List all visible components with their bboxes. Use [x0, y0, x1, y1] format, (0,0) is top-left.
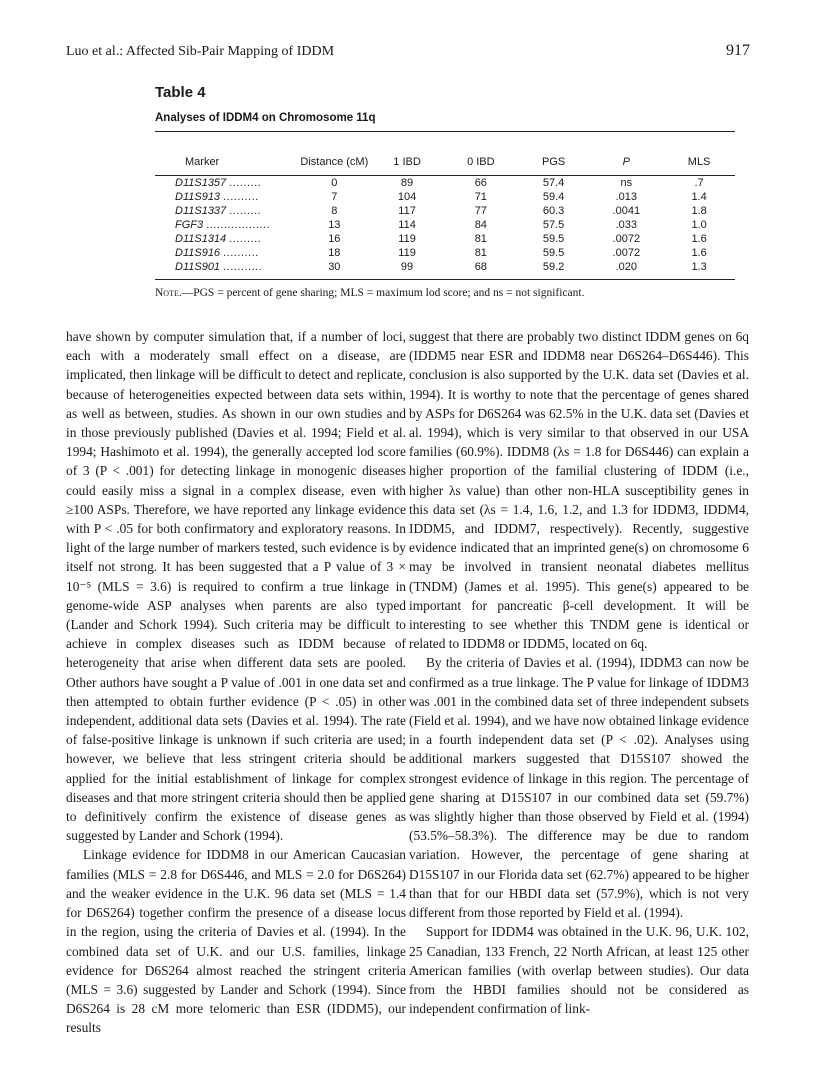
linkage-table [155, 138, 735, 274]
col-header-distance: Distance (cM) [300, 156, 369, 168]
right-column [409, 327, 749, 1018]
leader-dots: ......... [229, 205, 262, 217]
cell-distance: 13 [328, 219, 341, 231]
cell-0ibd: 77 [474, 205, 487, 217]
cell-p: .033 [615, 219, 638, 231]
cell-pgs: 59.5 [542, 247, 565, 259]
right-paragraph-3: Support for IDDM4 was obtained in the U.K. 96, U.K. 102, 25 Canadian, 133 French, 22 North African, at least 125 other American families (with overlap between studies). Our data from the HBDI families should not be considered as independent confirmation of link- [409, 924, 749, 1017]
left-column [66, 327, 406, 1038]
leader-dots: ........... [223, 261, 263, 273]
note-text: —PGS = percent of gene sharing; MLS = maximum lod score; and ns = not significant. [181, 287, 585, 299]
cell-p: ns [620, 177, 633, 189]
cell-mls: 1.6 [691, 247, 707, 259]
left-paragraph-2: Linkage evidence for IDDM8 in our American Caucasian families (MLS = 2.8 for D6S446, and MLS = 2.0 for D6S264) and the weaker evidence in the U.K. 96 data set (MLS = 1.4 for D6S264) together confirm the presence of a disease locus in the region, using the criteria of Davies et al. (1994). In the combined data set of U.K. and our U.S. families, linkage evidence for D6S264 almost reached the stringent criteria (MLS = 3.6) suggested by Lander and Schork (1994). Since D6S264 is 28 cM more telomeric than ESR (IDDM5), our results [66, 847, 406, 1036]
marker-name: D11S913 [175, 191, 221, 203]
cell-pgs: 59.4 [542, 191, 565, 203]
cell-marker [155, 168, 298, 190]
cell-0ibd: 81 [474, 233, 487, 245]
col-header-1ibd: 1 IBD [393, 156, 421, 168]
table-note [155, 287, 584, 299]
cell-marker [155, 260, 298, 274]
page-number: 917 [726, 42, 750, 59]
cell-1ibd: 104 [397, 191, 417, 203]
cell-pgs: 59.2 [542, 261, 565, 273]
leader-dots: .......... [223, 247, 259, 259]
table-row [155, 190, 735, 204]
cell-p: .020 [615, 261, 638, 273]
cell-marker [155, 232, 298, 246]
cell-mls: 1.6 [691, 233, 707, 245]
cell-marker [155, 246, 298, 260]
col-header-p: P [622, 156, 630, 168]
table-row [155, 204, 735, 218]
cell-marker [155, 204, 298, 218]
leader-dots: ......... [229, 233, 262, 245]
cell-p: .0072 [612, 247, 641, 259]
cell-1ibd: 117 [398, 205, 416, 217]
table-title: Analyses of IDDM4 on Chromosome 11q [155, 112, 376, 124]
cell-mls: 1.3 [691, 261, 707, 273]
marker-name: D11S916 [175, 247, 221, 259]
cell-1ibd: 119 [398, 247, 416, 259]
table-row [155, 246, 735, 260]
cell-pgs: 60.3 [542, 205, 565, 217]
cell-distance: 16 [328, 233, 341, 245]
left-paragraph-1: have shown by computer simulation that, if a number of loci, each with a moderately small effect on a disease, are implicated, then linkage will be difficult to detect and replicate, because of heterogeneities expected between data sets within, as well as between, studies. As shown in our own studies and in those previously published (Davies et al. 1994; Field et al. 1994; Hashimoto et al. 1994), the generally accepted lod score of 3 (P < .001) for detecting linkage in monogenic diseases could easily miss a signal in a complex disease, even with ≥100 ASPs. Therefore, we have reported any linkage evidence with P < .05 for both confirmatory and exploratory reasons. In light of the large number of markers tested, such evidence is by itself not strong. It has been suggested that a P value of 3 × 10⁻⁵ (MLS = 3.6) is required to confirm a true linkage in genome-wide ASP analyses when parents are also typed (Lander and Schork 1994). Such criteria may be difficult to achieve in complex diseases such as IDDM because of heterogeneity that arise when different data sets are pooled. Other authors have sought a P value of .001 in one data set and then attempted to obtain further evidence (P < .05) in other independent, additional data sets (Davies et al. 1994). The rate of false-positive linkage is unknown if such criteria are used; however, we believe that less stringent criteria should be applied for the initial establishment of linkage for complex diseases and that more stringent criteria should then be applied to definitively confirm the existence of disease genes as suggested by Lander and Schork (1994). [66, 329, 406, 844]
cell-1ibd: 119 [398, 233, 416, 245]
cell-mls: 1.0 [691, 219, 707, 231]
leader-dots: .......... [223, 191, 259, 203]
cell-1ibd: 114 [398, 219, 416, 231]
cell-p: .0072 [612, 233, 641, 245]
marker-name: FGF3 [175, 219, 204, 231]
table-label: Table 4 [155, 84, 206, 101]
table-row [155, 260, 735, 274]
col-header-pgs: PGS [541, 156, 566, 168]
table-top-rule [155, 131, 735, 132]
table-bottom-rule [155, 279, 735, 280]
cell-mls: .7 [694, 177, 704, 189]
table-row [155, 218, 735, 232]
marker-name: D11S1337 [175, 205, 227, 217]
cell-distance: 8 [331, 205, 338, 217]
running-head: Luo et al.: Affected Sib-Pair Mapping of IDDM [66, 44, 335, 59]
cell-p: .0041 [612, 205, 641, 217]
col-header-marker: Marker [185, 156, 220, 168]
leader-dots: .................. [206, 219, 271, 231]
table-row [155, 168, 735, 190]
cell-distance: 18 [328, 247, 341, 259]
cell-marker [155, 218, 298, 232]
cell-distance: 30 [328, 261, 341, 273]
cell-pgs: 57.5 [542, 219, 565, 231]
cell-0ibd: 66 [474, 177, 487, 189]
col-header-mls: MLS [687, 156, 711, 168]
cell-1ibd: 99 [400, 261, 414, 273]
cell-mls: 1.8 [691, 205, 707, 217]
table-row [155, 232, 735, 246]
cell-distance: 0 [331, 177, 338, 189]
note-label: Note. [155, 287, 182, 299]
marker-name: D11S1314 [175, 233, 227, 245]
cell-pgs: 57.4 [542, 177, 565, 189]
cell-pgs: 59.5 [542, 233, 565, 245]
leader-dots: ......... [229, 177, 262, 189]
right-paragraph-1: suggest that there are probably two distinct IDDM genes on 6q (IDDM5 near ESR and IDDM8 near D6S264–D6S446). This conclusion is also supported by the U.K. data set (Davies et al. 1994). It is worthy to note that the percentage of genes shared by ASPs for D6S264 was 62.5% in the U.K. data set (Davies et al. 1994), which is very similar to that observed in our USA families (60.9%). IDDM8 (λs = 1.8 for D6S446) can explain a higher proportion of the familial clustering of IDDM (i.e., higher λs value) than other non-HLA susceptibility genes in this data set (λs = 1.4, 1.6, 1.2, and 1.3 for IDDM3, IDDM4, IDDM5, and IDDM7, respectively). Recently, suggestive evidence indicated that an imprinted gene(s) on chromosome 6 may be involved in transient neonatal diabetes mellitus (TNDM) (James et al. 1995). This gene(s) appeared to be important for pancreatic β-cell development. It will be interesting to see whether this TNDM gene is identical or related to IDDM8 or IDDM5, located on 6q. [409, 329, 749, 652]
cell-0ibd: 71 [474, 191, 487, 203]
cell-1ibd: 89 [400, 177, 414, 189]
cell-0ibd: 84 [474, 219, 487, 231]
cell-0ibd: 81 [474, 247, 487, 259]
cell-distance: 7 [331, 191, 338, 203]
cell-mls: 1.4 [691, 191, 707, 203]
table-header-row [155, 138, 735, 168]
col-header-0ibd: 0 IBD [467, 156, 495, 168]
right-paragraph-2: By the criteria of Davies et al. (1994), IDDM3 can now be confirmed as a true linkage. The P value for linkage of IDDM3 was .001 in the combined data set of three independent subsets (Field et al. 1994), and we have now obtained linkage evidence in a fourth independent data set (P < .02). Analyses using additional markers suggested that D15S107 showed the strongest evidence of linkage in this region. The percentage of gene sharing at D15S107 in our combined data set (59.7%) was slightly higher than those observed by Field et al. (1994) (53.5%–58.3%). The difference may be due to random variation. However, the percentage of gene sharing at D15S107 in our Florida data set (62.7%) appeared to be higher than that for our HBDI data set (57.9%), which is not very different from those reported by Field et al. (1994). [409, 655, 749, 921]
cell-marker [155, 190, 298, 204]
cell-0ibd: 68 [474, 261, 487, 273]
marker-name: D11S1357 [175, 177, 227, 189]
table-body [155, 168, 735, 274]
marker-name: D11S901 [175, 261, 221, 273]
cell-p: .013 [615, 191, 638, 203]
